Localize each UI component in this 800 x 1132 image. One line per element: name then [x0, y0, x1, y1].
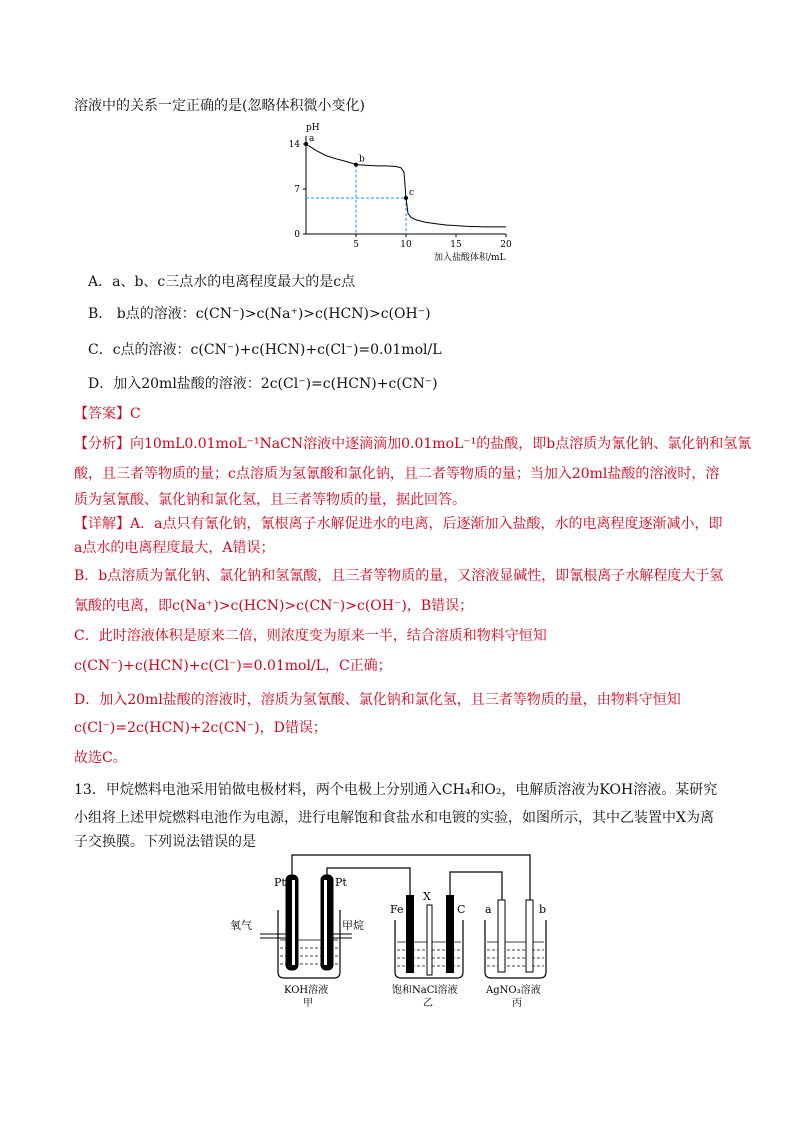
label-bing: 丙 [512, 998, 522, 1009]
q13-line-3: 子交换膜。下列说法错误的是 [74, 834, 256, 850]
option-a: A．a、b、c三点水的电离程度最大的是c点 [88, 274, 356, 290]
apparatus-figure [230, 850, 570, 1010]
x-tick-label: 20 [500, 240, 512, 250]
label-b: b [539, 903, 547, 916]
label-yi: 乙 [423, 998, 433, 1009]
q13-line-2: 小组将上述甲烷燃料电池作为电源，进行电解饱和食盐水和电镀的实验，如图所示，其中乙装置中X为离 [74, 810, 714, 826]
x-tick-label: 5 [353, 240, 359, 250]
y-tick-label: 14 [288, 140, 300, 150]
label-pt-right: Pt [335, 876, 347, 889]
label-agno3: AgNO₃溶液 [486, 985, 541, 996]
detail-line-3: B．b点溶质为氰化钠、氯化钠和氢氰酸，且三者等物质的量，又溶液显碱性，即氰根离子水解程度大于氢 [74, 568, 724, 584]
answer: 【答案】C [74, 406, 141, 422]
label-methane: 甲烷 [342, 919, 364, 932]
detail-line-5: C．此时溶液体积是原来二倍，则浓度变为原来一半，结合溶质和物料守恒知 [74, 628, 547, 644]
point-b [354, 163, 358, 167]
x-axis-label: 加入盐酸体积/mL [434, 253, 506, 263]
ph-chart [278, 118, 528, 268]
label-nacl: 饱和NaCl溶液 [392, 985, 458, 996]
wire-middle [450, 872, 502, 900]
detail-line-7: D．加入20ml盐酸的溶液时，溶质为氢氰酸、氯化钠和氯化氢，且三者等物质的量，由物料守恒知 [74, 692, 681, 708]
electrode-fe [406, 895, 414, 973]
question-intro: 溶液中的关系一定正确的是(忽略体积微小变化) [74, 98, 365, 114]
point-label-b: b [359, 154, 365, 165]
x-tick-label: 10 [400, 240, 412, 250]
analysis-line-1: 【分析】向10mL0.01moL⁻¹NaCN溶液中逐滴滴加0.01moL⁻¹的盐酸，即b点溶质为氰化钠、氯化钠和氢氰 [74, 436, 752, 452]
point-label-a: a [309, 134, 315, 144]
label-x: X [423, 890, 431, 903]
point-c [404, 196, 408, 200]
label-pt-left: Pt [274, 876, 286, 889]
detail-line-6: c(CN⁻)+c(HCN)+c(Cl⁻)=0.01mol/L，C正确； [74, 658, 392, 674]
option-d: D．加入20ml盐酸的溶液：2c(Cl⁻)=c(HCN)+c(CN⁻) [88, 376, 438, 392]
ion-exchange-membrane [427, 905, 432, 975]
label-koh: KOH溶液 [284, 985, 329, 996]
beaker-bing [485, 920, 546, 978]
detail-line-1: 【详解】A．a点只有氰化钠，氰根离子水解促进水的电离，后逐渐加入盐酸，水的电离程度逐渐减小，即 [74, 516, 723, 532]
analysis-line-3: 质为氢氰酸、氯化钠和氯化氢，且三者等物质的量，据此回答。 [74, 492, 466, 508]
label-jia: 甲 [303, 998, 313, 1009]
point-label-c: c [409, 188, 415, 198]
label-fe: Fe [390, 903, 404, 916]
y-axis-label: pH [306, 123, 320, 133]
analysis-line-2: 酸，且三者等物质的量；c点溶质为氢氰酸和氯化钠，且二者等物质的量；当加入20ml盐酸的溶液时，溶 [74, 466, 720, 482]
y-tick-label: 0 [294, 230, 300, 240]
detail-line-4: 氰酸的电离，即c(Na⁺)>c(HCN)>c(CN⁻)>c(OH⁻)，B错误； [74, 598, 474, 614]
detail-line-8: c(Cl⁻)=2c(HCN)+2c(CN⁻)，D错误； [74, 720, 327, 736]
electrode-b [526, 900, 533, 972]
detail-line-2: a点水的电离程度最大，A错误； [74, 540, 275, 556]
label-a: a [485, 903, 492, 916]
point-a [304, 142, 308, 146]
electrode-a [498, 900, 505, 972]
q13-line-1: 13．甲烷燃料电池采用铂做电极材料，两个电极上分别通入CH₄和O₂，电解质溶液为KOH溶液。某研究 [74, 782, 718, 798]
label-oxygen: 氧气 [230, 919, 252, 932]
option-b: B． b点的溶液：c(CN⁻)>c(Na⁺)>c(HCN)>c(OH⁻) [88, 306, 431, 322]
y-tick-label: 7 [294, 185, 300, 195]
detail-line-9: 故选C。 [74, 750, 127, 766]
x-tick-label: 15 [450, 240, 462, 250]
option-c: C．c点的溶液：c(CN⁻)+c(HCN)+c(Cl⁻)=0.01mol/L [88, 342, 442, 358]
label-c: C [457, 903, 466, 916]
electrode-c [446, 895, 454, 973]
